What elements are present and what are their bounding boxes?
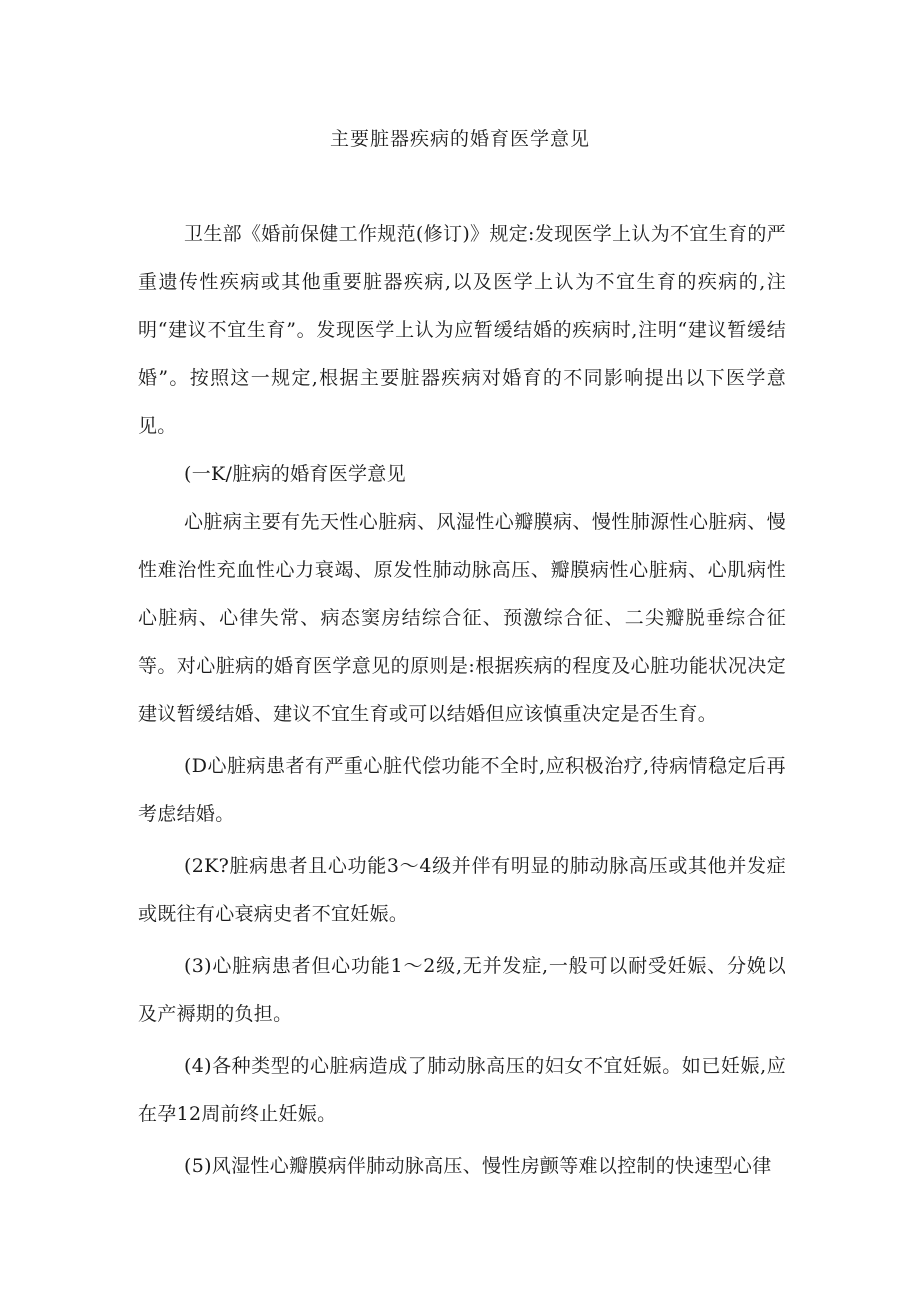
section-heading-heart: (一K/脏病的婚育医学意见: [184, 463, 406, 485]
paragraph-heart-overview: 心脏病主要有先天性心脏病、风湿性心瓣膜病、慢性肺源性心脏病、慢性难治性充血性心力衰竭、原发性肺动脉高压、瓣膜病性心脏病、心肌病性心脏病、心律失常、病态窦房结综合征、预激综合征、二尖瓣脱垂综合征等。对心脏病的婚育医学意见的原则是:根据疾病的程度及心脏功能状况决定建议暂缓结婚、建议不宜生育或可以结婚但应该慎重决定是否生育。: [138, 511, 786, 725]
paragraph-item-4: (4)各种类型的心脏病造成了肺动脉高压的妇女不宜妊娠。如已妊娠,应在孕12周前终止妊娠。: [138, 1055, 786, 1125]
paragraph-item-3: (3)心脏病患者但心功能1〜2级,无并发症,一般可以耐受妊娠、分娩以及产褥期的负担。: [138, 955, 786, 1025]
paragraph-intro: 卫生部《婚前保健工作规范(修订)》规定:发现医学上认为不宜生育的严重遗传性疾病或其他重要脏器疾病,以及医学上认为不宜生育的疾病的,注明“建议不宜生育”。发现医学上认为应暂缓结婚的疾病时,注明“建议暂缓结婚”。按照这一规定,根据主要脏器疾病对婚育的不同影响提出以下医学意见。: [138, 223, 786, 437]
document-body: [138, 210, 786, 1190]
paragraph-item-2: (2K?脏病患者且心功能3〜4级并伴有明显的肺动脉高压或其他并发症或既往有心衰病史者不宜妊娠。: [138, 855, 786, 925]
paragraph-item-5: (5)风湿性心瓣膜病伴肺动脉高压、慢性房颤等难以控制的快速型心律: [184, 1155, 772, 1177]
paragraph-item-1: (D心脏病患者有严重心脏代偿功能不全时,应积极治疗,待病情稳定后再考虑结婚。: [138, 755, 786, 825]
page-title: 主要脏器疾病的婚育医学意见: [329, 128, 590, 150]
